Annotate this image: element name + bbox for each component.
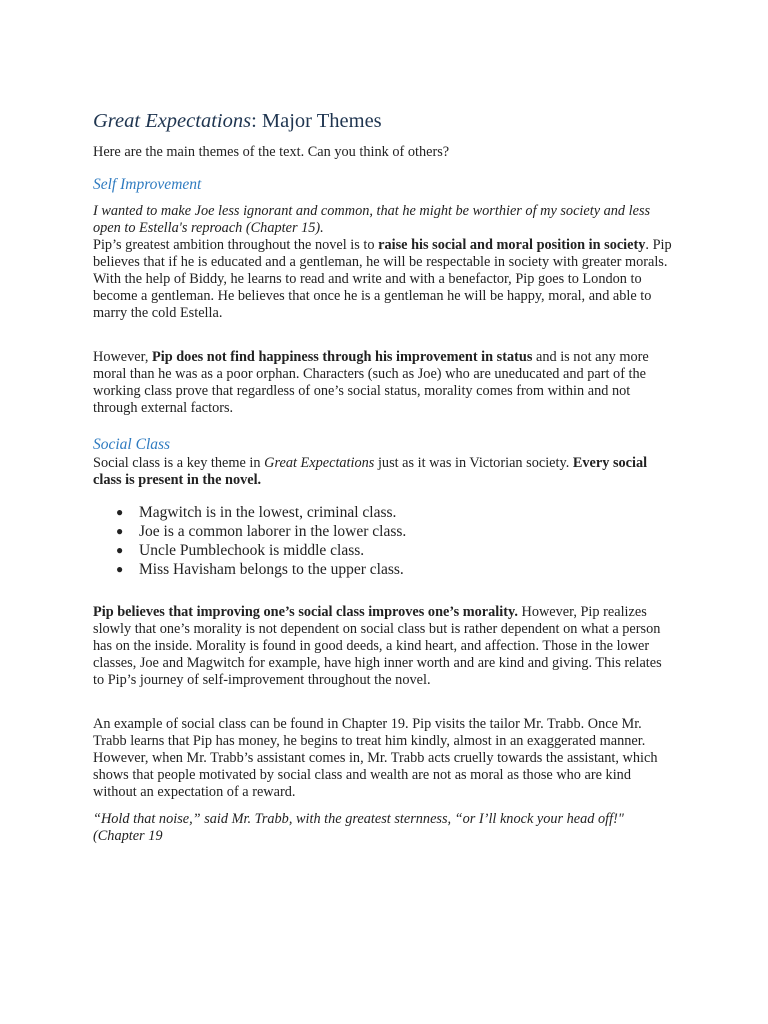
list-item bbox=[116, 541, 673, 560]
text-run: However, bbox=[93, 349, 152, 365]
bullet-icon: ● bbox=[116, 543, 124, 557]
document-page bbox=[93, 106, 673, 845]
bold-run: Pip does not find happiness through his improvement in status bbox=[151, 349, 533, 365]
bold-run: Pip believes that improving one’s social class improves one’s morality. bbox=[93, 604, 518, 620]
list-item bbox=[116, 560, 673, 579]
self-improvement-quote: I wanted to make Joe less ignorant and common, that he might be worthier of my society and less open to Estella's reproach (Chapter 15). bbox=[93, 203, 651, 236]
bold-run: Every social class is present in the novel. bbox=[93, 455, 648, 488]
section-heading-social-class: Social Class bbox=[93, 436, 171, 453]
bullet-icon: ● bbox=[116, 524, 124, 538]
list-item-text: Uncle Pumblechook is middle class. bbox=[139, 542, 365, 559]
bold-run: raise his social and moral position in society bbox=[378, 237, 646, 253]
section-heading-self-improvement: Self Improvement bbox=[93, 176, 202, 193]
text-run: . Pip believes that if he is educated and a gentleman, he will be respectable in society with greater morals. With the help of Biddy, he learns to read and write and with a benefactor, Pip goes to London to become a gentleman. He believes that once he is a gentleman he will be happy, moral, and able to marry the cold Estella. bbox=[93, 237, 672, 321]
list-item bbox=[116, 522, 673, 541]
list-item-text: Miss Havisham belongs to the upper class. bbox=[139, 561, 404, 578]
social-class-paragraph-3: An example of social class can be found in Chapter 19. Pip visits the tailor Mr. Trabb. Once Mr. Trabb learns that Pip has money, he begins to treat him kindly, almost in an exaggerated manner. However, when Mr. Trabb’s assistant comes in, Mr. Trabb acts cruelly towards the assistant, which shows that people motivated by social class and wealth are not as moral as those who are kind without an expectation of a reward. bbox=[93, 716, 658, 800]
title-book-name: Great Expectations bbox=[93, 110, 252, 132]
title-suffix: : Major Themes bbox=[251, 110, 382, 132]
text-run: and is not any more moral than he was as a poor orphan. Characters (such as Joe) who are uneducated and part of the working class prove that regardless of one’s social status, morality comes from within and not through external factors. bbox=[93, 349, 649, 416]
self-improvement-paragraph-1 bbox=[93, 237, 673, 322]
list-item bbox=[116, 503, 673, 522]
bullet-icon: ● bbox=[116, 505, 124, 519]
bullet-icon: ● bbox=[116, 562, 124, 576]
intro-paragraph: Here are the main themes of the text. Can you think of others? bbox=[93, 144, 450, 160]
text-run: just as it was in Victorian society. bbox=[374, 455, 573, 471]
self-improvement-paragraph-2 bbox=[93, 349, 673, 417]
text-run: Social class is a key theme in bbox=[93, 455, 265, 471]
social-class-quote: “Hold that noise,” said Mr. Trabb, with the greatest sternness, “or I’ll knock your head off!" (Chapter 19 bbox=[93, 811, 624, 844]
list-item-text: Joe is a common laborer in the lower class. bbox=[139, 523, 407, 540]
social-class-list bbox=[93, 503, 673, 579]
list-item-text: Magwitch is in the lowest, criminal class. bbox=[139, 504, 397, 521]
italic-run: Great Expectations bbox=[264, 455, 375, 471]
text-run: Pip’s greatest ambition throughout the novel is to bbox=[93, 237, 379, 253]
text-run: However, Pip realizes slowly that one’s morality is not dependent on social class but is rather dependent on what a person has on the inside. Morality is found in good deeds, a kind heart, and affection. Those in the lower classes, Joe and Magwitch for example, have high inner worth and are kind and giving. This relates to Pip’s journey of self-improvement throughout the novel. bbox=[93, 604, 662, 688]
social-class-paragraph-2 bbox=[93, 604, 673, 689]
page-title bbox=[93, 106, 673, 136]
social-class-paragraph-1 bbox=[93, 455, 673, 489]
